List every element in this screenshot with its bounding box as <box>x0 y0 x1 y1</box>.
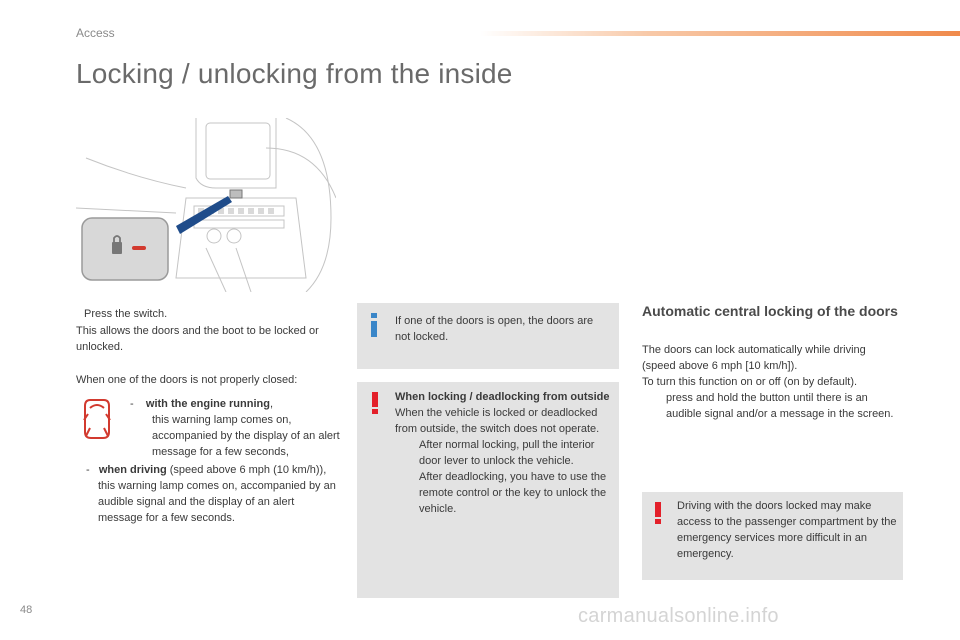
warning-exclamation-icon <box>371 392 379 414</box>
engine-running-label: with the engine running <box>145 398 270 410</box>
engine-running-item <box>130 396 340 460</box>
info-box <box>357 303 619 369</box>
when-driving-text: (speed above 6 mph (10 km/h)), this warning lamp comes on, accompanied by an audible signal and the display of an alert message for a few seconds. <box>98 464 336 524</box>
info-icon <box>369 313 379 337</box>
page-title: Locking / unlocking from the inside <box>76 58 513 89</box>
press-instruction: Press the switch. <box>84 308 168 320</box>
auto-locking-body <box>642 342 902 422</box>
normal-locking-instruction: After normal locking, pull the interior door lever to unlock the vehicle. <box>419 439 595 467</box>
deadlocking-instruction: After deadlocking, you have to use the remote control or the key to unlock the vehicle. <box>419 471 607 515</box>
driving-locked-warning-box <box>642 492 903 580</box>
engine-running-text: this warning lamp comes on, accompanied by the display of an alert message for a few seconds, <box>152 414 340 458</box>
header-accent-bar <box>480 31 960 36</box>
locking-from-outside-box <box>357 382 619 598</box>
watermark: carmanualsonline.info <box>578 605 779 627</box>
engine-dash: - <box>130 398 134 410</box>
auto-locking-p2: To turn this function on or off (on by default). <box>642 376 858 388</box>
locking-box-title: When locking / deadlocking from outside <box>395 391 610 403</box>
lock-unlock-description: This allows the doors and the boot to be locked or unlocked. <box>76 325 319 353</box>
door-open-warning-icon <box>82 398 112 440</box>
auto-locking-instruction: press and hold the button until there is an audible signal and/or a message in the screen. <box>666 392 894 420</box>
when-driving-item <box>88 462 338 526</box>
dashboard-lock-switch-illustration <box>76 118 336 292</box>
auto-locking-heading: Automatic central locking of the doors <box>642 303 898 319</box>
auto-locking-p1: The doors can lock automatically while driving (speed above 6 mph [10 km/h]). <box>642 344 866 372</box>
warning-exclamation-icon <box>654 502 662 524</box>
driving-dash: - <box>86 464 90 476</box>
door-not-closed-text: When one of the doors is not properly closed: <box>76 374 298 386</box>
locking-box-body: When the vehicle is locked or deadlocked from outside, the switch does not operate. <box>395 407 600 435</box>
engine-comma: , <box>269 398 274 410</box>
info-box-text: If one of the doors is open, the doors are not locked. <box>395 315 594 343</box>
page-number: 48 <box>20 604 33 616</box>
section-title: Access <box>76 26 115 40</box>
when-driving-label: when driving <box>98 464 167 476</box>
driving-locked-warning-text: Driving with the doors locked may make access to the passenger compartment by the emergency services more difficult in an emergency. <box>677 500 897 560</box>
